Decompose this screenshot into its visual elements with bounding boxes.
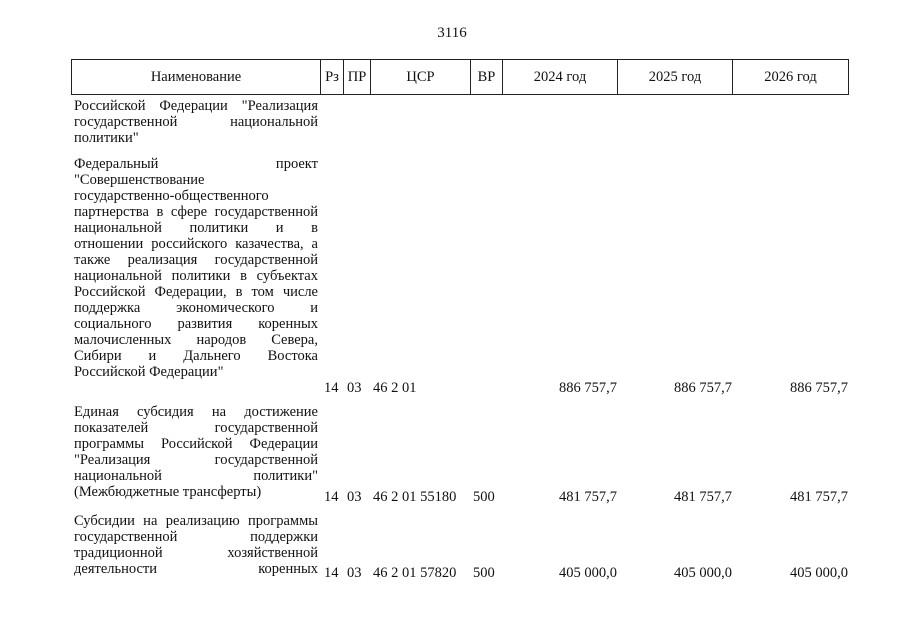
table-row-name (74, 156, 318, 380)
name-line: Российской Федерации, в том числе (74, 284, 318, 300)
name-line: политики" (74, 130, 139, 146)
name-line: государственно-общественного (74, 188, 269, 204)
name-line: Сибири и Дальнего Востока (74, 348, 318, 364)
cell-csr: 46 2 01 55180 (373, 489, 457, 505)
name-line: "Реализация государственной (74, 452, 318, 468)
name-line: Федеральный проект (74, 156, 318, 172)
name-line: государственной поддержки (74, 529, 318, 545)
cell-2026: 481 757,7 (790, 489, 848, 505)
table-row-name (74, 513, 318, 577)
page-number: 3116 (437, 25, 467, 41)
name-line: традиционной хозяйственной (74, 545, 318, 561)
name-line: "Совершенствование (74, 172, 205, 188)
table-row-name (74, 404, 318, 500)
name-line: также реализация государственной (74, 252, 318, 268)
cell-2026: 886 757,7 (790, 380, 848, 396)
table-header (71, 59, 849, 95)
cell-pr: 03 (347, 380, 362, 396)
header-vr: ВР (471, 60, 503, 95)
name-line: деятельности коренных (74, 561, 318, 577)
name-line: социального развития коренных (74, 316, 318, 332)
cell-rz: 14 (324, 380, 339, 396)
header-pr: ПР (344, 60, 371, 95)
name-line: партнерства в сфере государственной (74, 204, 318, 220)
name-line: Единая субсидия на достижение (74, 404, 318, 420)
cell-rz: 14 (324, 565, 339, 581)
cell-2025: 405 000,0 (674, 565, 732, 581)
header-csr: ЦСР (371, 60, 471, 95)
cell-2024: 481 757,7 (559, 489, 617, 505)
name-line: Российской Федерации "Реализация (74, 98, 318, 114)
cell-2024: 886 757,7 (559, 380, 617, 396)
header-2026: 2026 год (733, 60, 849, 95)
cell-rz: 14 (324, 489, 339, 505)
name-line: программы Российской Федерации (74, 436, 318, 452)
name-line: поддержка экономического и (74, 300, 318, 316)
header-rz: Рз (321, 60, 344, 95)
name-line: национальной политики в субъектах (74, 268, 318, 284)
cell-csr: 46 2 01 (373, 380, 417, 396)
name-line: Субсидии на реализацию программы (74, 513, 318, 529)
cell-pr: 03 (347, 489, 362, 505)
cell-2026: 405 000,0 (790, 565, 848, 581)
name-line: малочисленных народов Севера, (74, 332, 318, 348)
cell-2025: 886 757,7 (674, 380, 732, 396)
name-line: Российской Федерации" (74, 364, 224, 380)
cell-2025: 481 757,7 (674, 489, 732, 505)
table-row-name (74, 98, 318, 146)
name-line: национальной политики и в (74, 220, 318, 236)
name-line: показателей государственной (74, 420, 318, 436)
cell-vr: 500 (473, 489, 495, 505)
cell-2024: 405 000,0 (559, 565, 617, 581)
header-2024: 2024 год (503, 60, 618, 95)
header-2025: 2025 год (618, 60, 733, 95)
cell-vr: 500 (473, 565, 495, 581)
name-line: отношении российского казачества, а (74, 236, 318, 252)
name-line: государственной национальной (74, 114, 318, 130)
cell-pr: 03 (347, 565, 362, 581)
cell-csr: 46 2 01 57820 (373, 565, 457, 581)
header-name: Наименование (72, 60, 321, 95)
name-line: национальной политики" (74, 468, 318, 484)
name-line: (Межбюджетные трансферты) (74, 484, 262, 500)
